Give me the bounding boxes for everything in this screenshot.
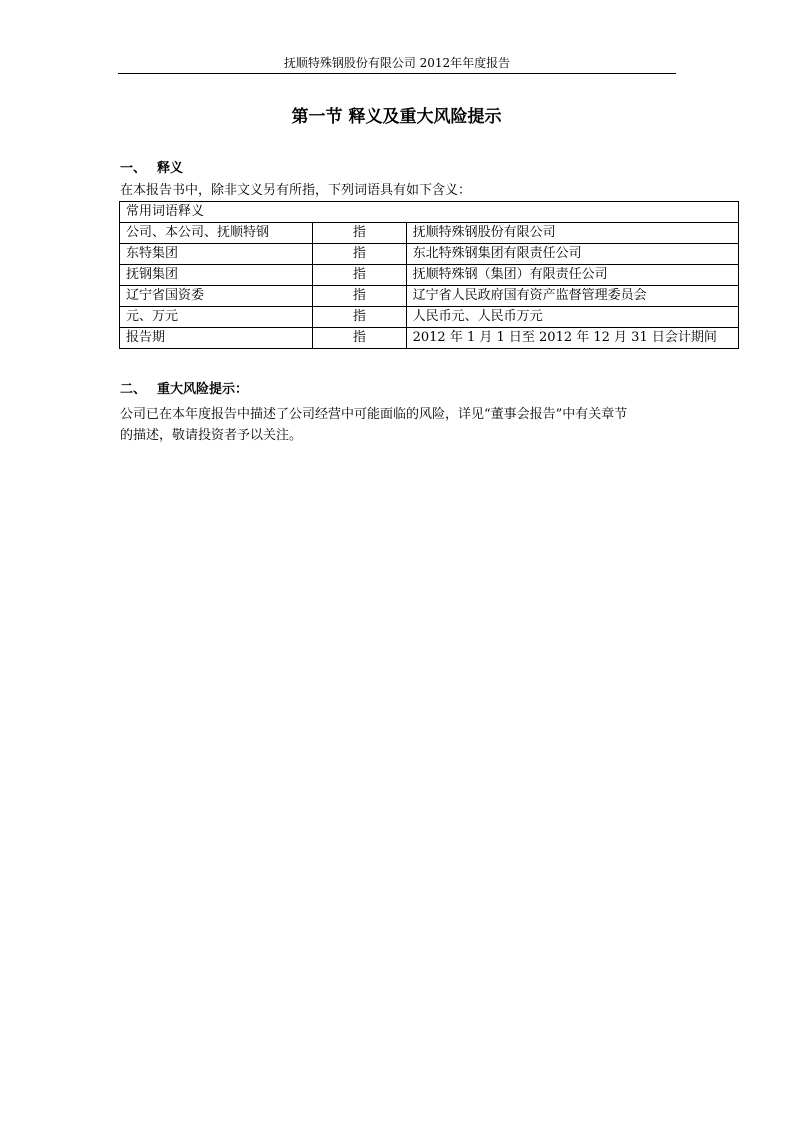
term-cell: 东特集团: [120, 244, 313, 265]
table-row: [120, 328, 739, 349]
table-row: [120, 307, 739, 328]
definitions-intro: 在本报告书中，除非文义另有所指，下列词语具有如下含义：: [120, 183, 472, 198]
verb-cell: 指: [313, 223, 407, 244]
table-row: [120, 223, 739, 244]
glossary-caption: 常用词语释义: [120, 202, 739, 223]
meaning-cell: 辽宁省人民政府国有资产监督管理委员会: [406, 286, 738, 307]
risk-heading-number: 二、: [120, 382, 147, 397]
glossary-caption-row: [120, 202, 739, 223]
glossary-table: [119, 201, 739, 349]
table-row: [120, 265, 739, 286]
risk-paragraph-line: 公司已在本年度报告中描述了公司经营中可能面临的风险，详见“董事会报告”中有关章节: [120, 407, 628, 422]
definitions-heading-number: 一、: [120, 161, 147, 176]
meaning-cell: 抚顺特殊钢（集团）有限责任公司: [406, 265, 738, 286]
risk-paragraph: [120, 404, 676, 446]
section-title: 第一节 释义及重大风险提示: [291, 107, 502, 127]
risk-heading: [120, 381, 248, 399]
definitions-heading: [120, 160, 183, 178]
term-cell: 抚钢集团: [120, 265, 313, 286]
term-cell: 辽宁省国资委: [120, 286, 313, 307]
meaning-cell: 东北特殊钢集团有限责任公司: [406, 244, 738, 265]
meaning-cell: 人民币元、人民币万元: [406, 307, 738, 328]
running-header: 抚顺特殊钢股份有限公司 2012年年度报告: [118, 55, 676, 74]
verb-cell: 指: [313, 286, 407, 307]
term-cell: 元、万元: [120, 307, 313, 328]
meaning-cell: 2012 年 1 月 1 日至 2012 年 12 月 31 日会计期间: [406, 328, 738, 349]
verb-cell: 指: [313, 244, 407, 265]
meaning-cell: 抚顺特殊钢股份有限公司: [406, 223, 738, 244]
verb-cell: 指: [313, 328, 407, 349]
term-cell: 公司、本公司、抚顺特钢: [120, 223, 313, 244]
risk-heading-text: 重大风险提示：: [157, 382, 249, 397]
table-row: [120, 244, 739, 265]
definitions-heading-text: 释义: [157, 161, 184, 176]
verb-cell: 指: [313, 265, 407, 286]
risk-paragraph-line: 的描述，敬请投资者予以关注。: [120, 428, 303, 443]
term-cell: 报告期: [120, 328, 313, 349]
table-row: [120, 286, 739, 307]
verb-cell: 指: [313, 307, 407, 328]
